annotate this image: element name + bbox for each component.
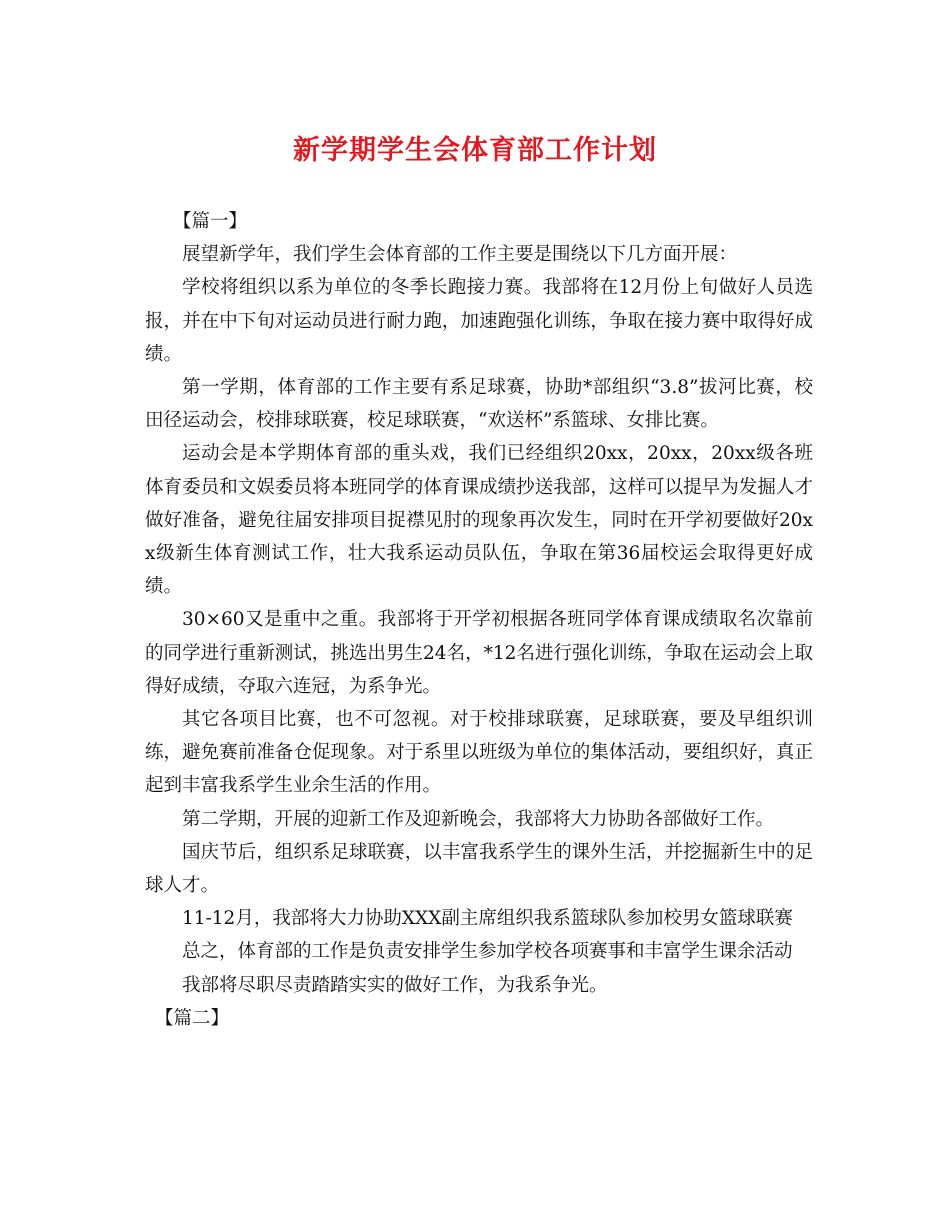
paragraph: 第一学期，体育部的工作主要有系足球赛，协助*部组织“3.8”拔河比赛，校田径运动会，校排球联赛，校足球联赛，“欢送杯”系篮球、女排比赛。: [145, 377, 813, 432]
section-heading-2: 【篇二】: [155, 1007, 230, 1029]
paragraph: 我部将尽职尽责踏踏实实的做好工作，为我系争光。: [182, 974, 608, 996]
paragraph: 运动会是本学期体育部的重头戏，我们已经组织20xx，20xx，20xx级各班体育委员和文娱委员将本班同学的体育课成绩抄送我部，这样可以提早为发掘人才做好准备，避免往届安排项目捉襟见肘的现象再次发生，同时在开学初要做好20xx级新生体育测试工作，壮大我系运动员队伍，争取在第36届校运会取得更好成绩。: [145, 443, 813, 598]
paragraph: 学校将组织以系为单位的冬季长跑接力赛。我部将在12月份上旬做好人员选报，并在中下旬对运动员进行耐力跑，加速跑强化训练，争取在接力赛中取得好成绩。: [145, 277, 813, 365]
paragraph: 总之，体育部的工作是负责安排学生参加学校各项赛事和丰富学生课余活动: [182, 941, 793, 963]
paragraph: 展望新学年，我们学生会体育部的工作主要是围绕以下几方面开展：: [182, 244, 738, 266]
paragraph: 国庆节后，组织系足球联赛，以丰富我系学生的课外生活，并挖掘新生中的足球人才。: [145, 841, 813, 897]
paragraph: 第二学期，开展的迎新工作及迎新晚会，我部将大力协助各部做好工作。: [182, 808, 775, 830]
paragraph: 11-12月，我部将大力协助XXX副主席组织我系篮球队参加校男女篮球联赛: [182, 908, 793, 930]
document-body: [145, 205, 813, 1035]
paragraph: 30×60又是重中之重。我部将于开学初根据各班同学体育课成绩取名次靠前的同学进行重新测试，挑选出男生24名，*12名进行强化训练，争取在运动会上取得好成绩，夺取六连冠，为系争光。: [145, 609, 813, 697]
section-heading-1: 【篇一】: [173, 211, 248, 232]
document-title: 新学期学生会体育部工作计划: [293, 135, 657, 166]
paragraph: 其它各项目比赛，也不可忽视。对于校排球联赛，足球联赛，要及早组织训练，避免赛前准备仓促现象。对于系里以班级为单位的集体活动，要组织好，真正起到丰富我系学生业余生活的作用。: [145, 709, 813, 797]
